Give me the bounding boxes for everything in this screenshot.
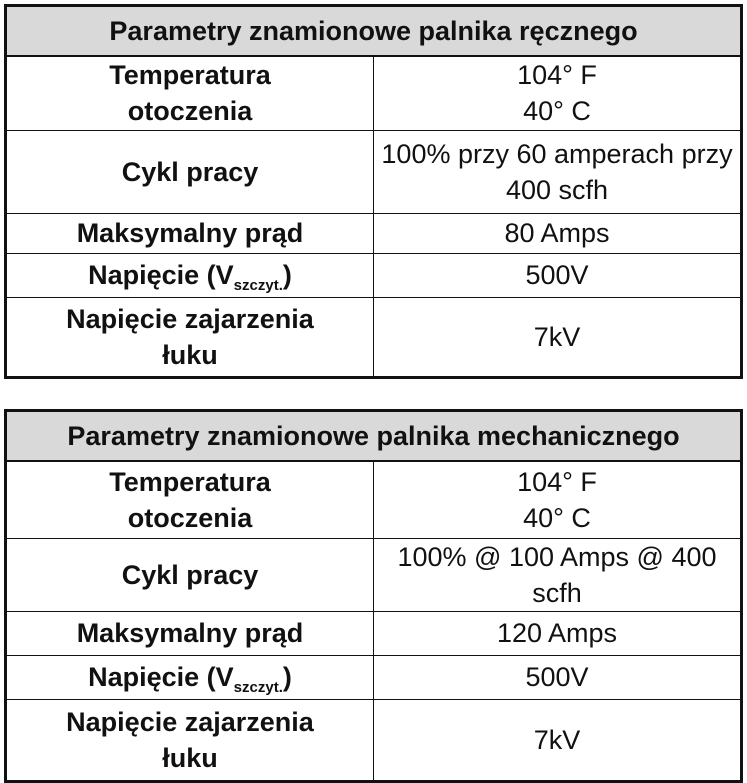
value-line: 80 Amps	[504, 218, 610, 248]
row-label-ambient-temperature	[6, 56, 374, 130]
label-line: Napięcie zajarzenia	[66, 706, 314, 737]
mechanical-torch-ratings-table	[4, 409, 743, 783]
value-line: 500V	[525, 662, 589, 692]
label-subscript: szczyt.	[233, 679, 283, 696]
value-line: 100% @ 100 Amps @ 400 scfh	[397, 541, 717, 608]
row-value-max-current	[374, 213, 742, 253]
table-row	[6, 130, 742, 213]
label-line: Temperatura	[109, 466, 271, 497]
label-line: Napięcie zajarzenia	[66, 303, 314, 334]
value-line: 500V	[525, 260, 589, 290]
row-label-ambient-temperature	[6, 461, 374, 538]
label-subscript: szczyt.	[233, 277, 283, 294]
row-value-arc-ignition-voltage	[374, 297, 742, 377]
label-line: łuku	[162, 742, 218, 773]
label-text: Napięcie (V	[88, 260, 234, 290]
label-text: Napięcie (V	[88, 662, 234, 692]
mechanical-torch-table-title: Parametry znamionowe palnika mechanicznego	[6, 411, 742, 462]
row-value-voltage-peak	[374, 253, 742, 297]
label-line: Cykl pracy	[121, 559, 259, 590]
label-line: Maksymalny prąd	[76, 618, 304, 648]
row-label-voltage-peak	[6, 253, 374, 297]
row-label-duty-cycle	[6, 538, 374, 611]
value-line: 40° C	[523, 96, 591, 127]
label-line: Maksymalny prąd	[76, 218, 304, 248]
label-text: )	[282, 662, 292, 692]
row-value-voltage-peak	[374, 655, 742, 699]
row-value-ambient-temperature	[374, 461, 742, 538]
label-line: Cykl pracy	[121, 156, 259, 187]
table-row	[6, 655, 742, 699]
value-line: 104° F	[517, 60, 597, 91]
table-row	[6, 538, 742, 611]
label-line: łuku	[162, 339, 218, 370]
table-row	[6, 461, 742, 538]
row-value-max-current	[374, 611, 742, 655]
value-line: 7kV	[533, 321, 581, 352]
value-line: 120 Amps	[496, 618, 618, 648]
row-label-max-current	[6, 611, 374, 655]
table-row	[6, 611, 742, 655]
manual-torch-ratings-table	[4, 4, 743, 379]
table-row	[6, 213, 742, 253]
row-value-duty-cycle	[374, 538, 742, 611]
table-row	[6, 253, 742, 297]
value-line: 400 scfh	[505, 174, 609, 205]
table-row	[6, 56, 742, 130]
row-label-arc-ignition-voltage	[6, 297, 374, 377]
row-value-duty-cycle	[374, 130, 742, 213]
label-text: )	[282, 260, 292, 290]
row-label-voltage-peak	[6, 655, 374, 699]
value-line: 40° C	[523, 502, 591, 533]
value-line: 100% przy 60 amperach przy	[381, 138, 733, 169]
row-label-duty-cycle	[6, 130, 374, 213]
table-row	[6, 297, 742, 377]
row-label-max-current	[6, 213, 374, 253]
value-line: 7kV	[533, 724, 581, 755]
label-line: otoczenia	[127, 502, 253, 533]
row-value-ambient-temperature	[374, 56, 742, 130]
manual-torch-table-title: Parametry znamionowe palnika ręcznego	[6, 6, 742, 57]
label-line: otoczenia	[127, 96, 253, 127]
value-line: 104° F	[517, 466, 597, 497]
label-line: Temperatura	[109, 60, 271, 91]
